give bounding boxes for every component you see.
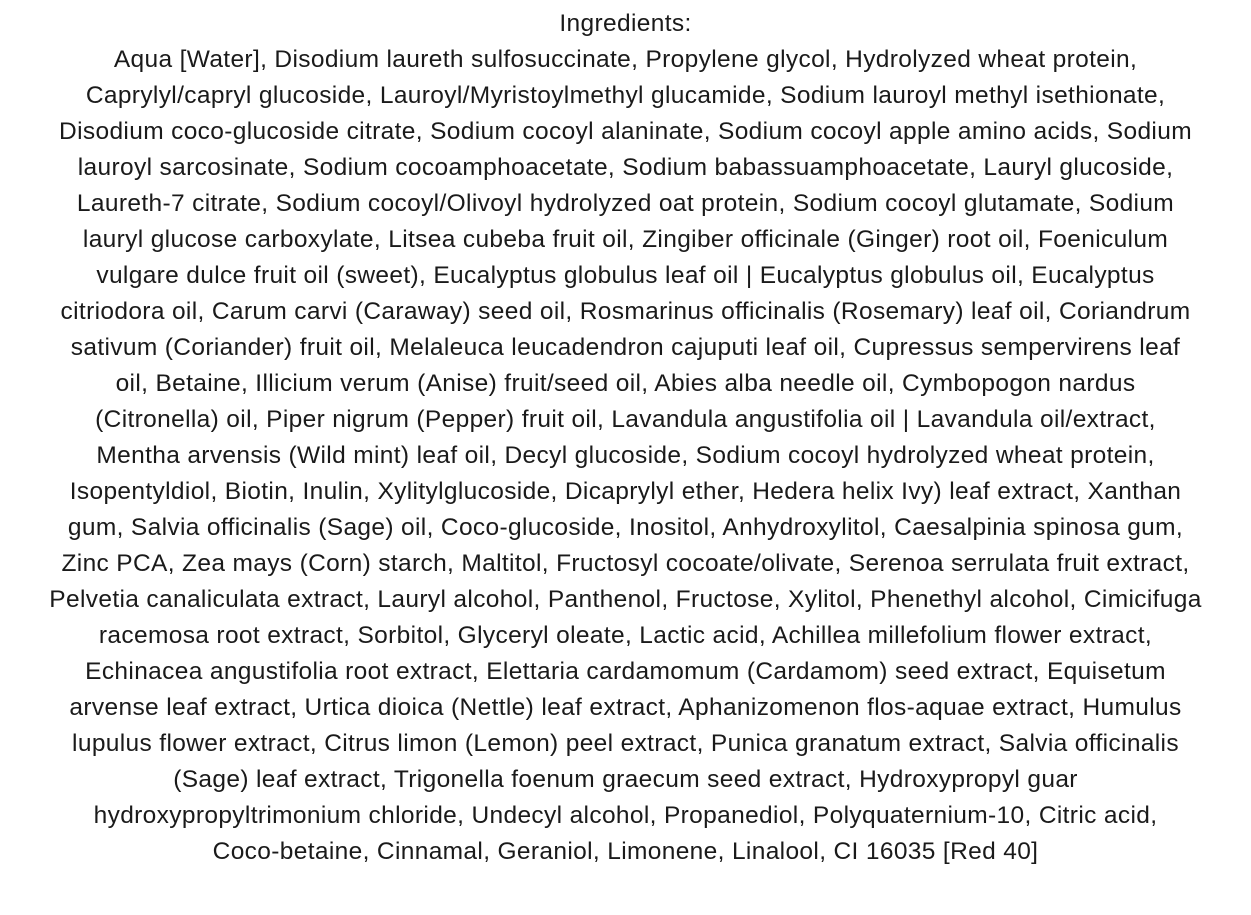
ingredients-line: oil, Betaine, Illicium verum (Anise) fruit/seed oil, Abies alba needle oil, Cymbopogon nardus: [115, 370, 1136, 397]
ingredients-document: [0, 6, 1251, 870]
ingredients-line: racemosa root extract, Sorbitol, Glyceryl oleate, Lactic acid, Achillea millefolium flower extract,: [98, 622, 1153, 649]
ingredients-line: citriodora oil, Carum carvi (Caraway) seed oil, Rosmarinus officinalis (Rosemary) leaf oil, Coriandrum: [60, 298, 1191, 325]
ingredients-title: Ingredients:: [559, 10, 692, 37]
ingredients-line: gum, Salvia officinalis (Sage) oil, Coco-glucoside, Inositol, Anhydroxylitol, Caesalpinia spinosa gum,: [67, 514, 1184, 541]
ingredients-line: lauroyl sarcosinate, Sodium cocoamphoacetate, Sodium babassuamphoacetate, Lauryl glucoside,: [77, 154, 1174, 181]
ingredients-line: lupulus flower extract, Citrus limon (Lemon) peel extract, Punica granatum extract, Salvia officinalis: [72, 730, 1179, 757]
ingredients-line: hydroxypropyltrimonium chloride, Undecyl alcohol, Propanediol, Polyquaternium-10, Citric acid,: [93, 802, 1158, 829]
ingredients-line: Disodium coco-glucoside citrate, Sodium cocoyl alaninate, Sodium cocoyl apple amino acids, Sodium: [59, 118, 1192, 145]
ingredients-line: arvense leaf extract, Urtica dioica (Nettle) leaf extract, Aphanizomenon flos-aquae extract, Humulus: [69, 694, 1182, 721]
ingredients-line: Laureth-7 citrate, Sodium cocoyl/Olivoyl hydrolyzed oat protein, Sodium cocoyl glutamate, Sodium: [76, 190, 1175, 217]
ingredients-line: Caprylyl/capryl glucoside, Lauroyl/Myristoylmethyl glucamide, Sodium lauroyl methyl isethionate,: [85, 82, 1166, 109]
ingredients-line: Echinacea angustifolia root extract, Elettaria cardamomum (Cardamom) seed extract, Equisetum: [85, 658, 1166, 685]
ingredients-line: Coco-betaine, Cinnamal, Geraniol, Limonene, Linalool, CI 16035 [Red 40]: [212, 838, 1039, 865]
ingredients-line: lauryl glucose carboxylate, Litsea cubeba fruit oil, Zingiber officinale (Ginger) root oil, Foeniculum: [82, 226, 1169, 253]
ingredients-line: Isopentyldiol, Biotin, Inulin, Xylitylglucoside, Dicaprylyl ether, Hedera helix Ivy) leaf extract, Xanthan: [69, 478, 1182, 505]
ingredients-list: [0, 42, 1251, 870]
ingredients-line: Mentha arvensis (Wild mint) leaf oil, Decyl glucoside, Sodium cocoyl hydrolyzed wheat protein,: [96, 442, 1155, 469]
ingredients-line: Pelvetia canaliculata extract, Lauryl alcohol, Panthenol, Fructose, Xylitol, Phenethyl alcohol, Cimicifuga: [49, 586, 1202, 613]
ingredients-line: (Citronella) oil, Piper nigrum (Pepper) fruit oil, Lavandula angustifolia oil | Lavandula oil/extract,: [95, 406, 1156, 433]
ingredients-line: sativum (Coriander) fruit oil, Melaleuca leucadendron cajuputi leaf oil, Cupressus sempervirens leaf: [70, 334, 1181, 361]
ingredients-line: vulgare dulce fruit oil (sweet), Eucalyptus globulus leaf oil | Eucalyptus globulus oil, Eucalyptus: [96, 262, 1155, 289]
ingredients-line: (Sage) leaf extract, Trigonella foenum graecum seed extract, Hydroxypropyl guar: [173, 766, 1078, 793]
ingredients-line: Zinc PCA, Zea mays (Corn) starch, Maltitol, Fructosyl cocoate/olivate, Serenoa serrulata fruit extract,: [61, 550, 1190, 577]
ingredients-line: Aqua [Water], Disodium laureth sulfosuccinate, Propylene glycol, Hydrolyzed wheat protein,: [113, 46, 1138, 73]
